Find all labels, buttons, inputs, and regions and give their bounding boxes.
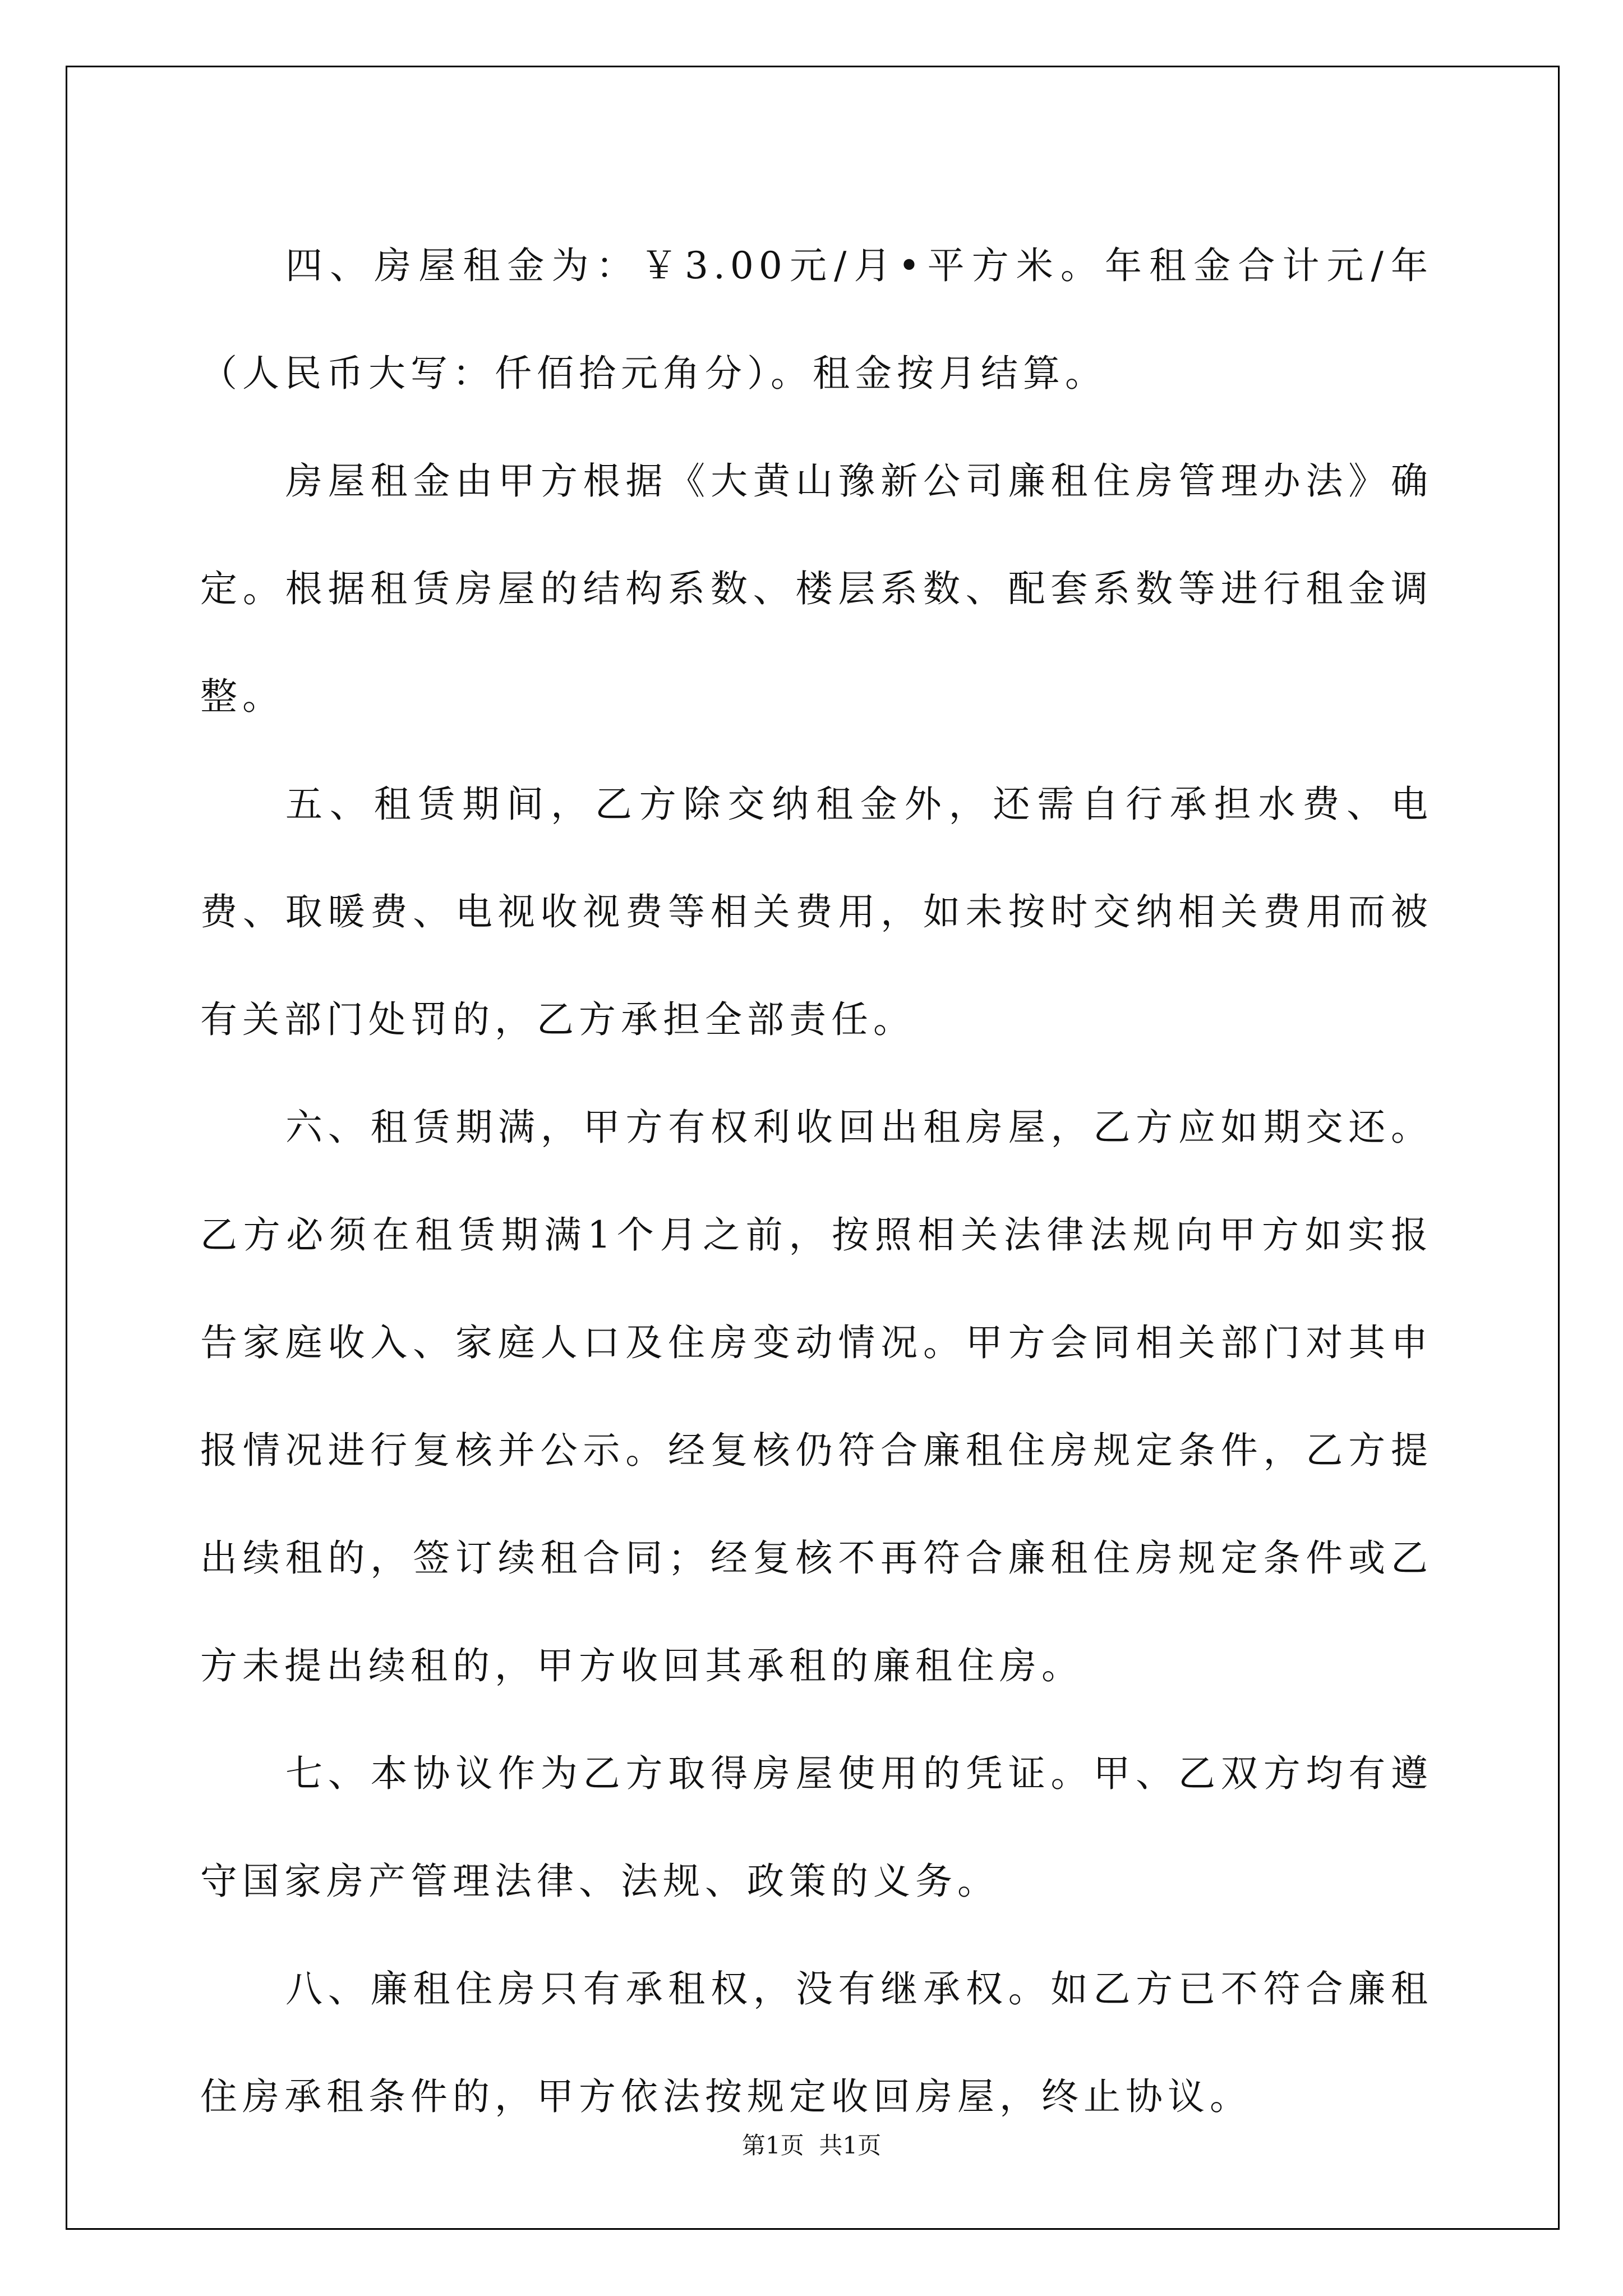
paragraph-lease-expiry: 六、租赁期满，甲方有权利收回出租房屋，乙方应如期交还。乙方必须在租赁期满1个月之前，按照相关法律法规向甲方如实报告家庭收入、家庭人口及住房变动情况。甲方会同相关部门对其申报情况进行复核并公示。经复核仍符合廉租住房规定条件，乙方提出续租的，签订续租合同；经复核不再符合廉租住房规定条件或乙方未提出续租的，甲方收回其承租的廉租住房。	[200, 1106, 1433, 1687]
document-body	[200, 212, 1433, 2151]
paragraph-tenancy-rights: 八、廉租住房只有承租权，没有继承权。如乙方已不符合廉租住房承租条件的，甲方依法按规定收回房屋，终止协议。	[200, 1967, 1433, 2118]
page-number-footer: 第1页 共1页	[741, 2132, 882, 2159]
paragraph-fees: 五、租赁期间，乙方除交纳租金外，还需自行承担水费、电费、取暖费、电视收视费等相关费用，如未按时交纳相关费用而被有关部门处罚的，乙方承担全部责任。	[200, 783, 1433, 1041]
paragraph-rent-basis: 房屋租金由甲方根据《大黄山豫新公司廉租住房管理办法》确定。根据租赁房屋的结构系数、楼层系数、配套系数等进行租金调整。	[200, 459, 1433, 718]
paragraph-agreement-certificate: 七、本协议作为乙方取得房屋使用的凭证。甲、乙双方均有遵守国家房产管理法律、法规、政策的义务。	[200, 1752, 1433, 1903]
paragraph-rent: 四、房屋租金为：￥3.00元/月•平方米。年租金合计元/年（人民币大写：仟佰拾元角分）。租金按月结算。	[200, 244, 1433, 395]
